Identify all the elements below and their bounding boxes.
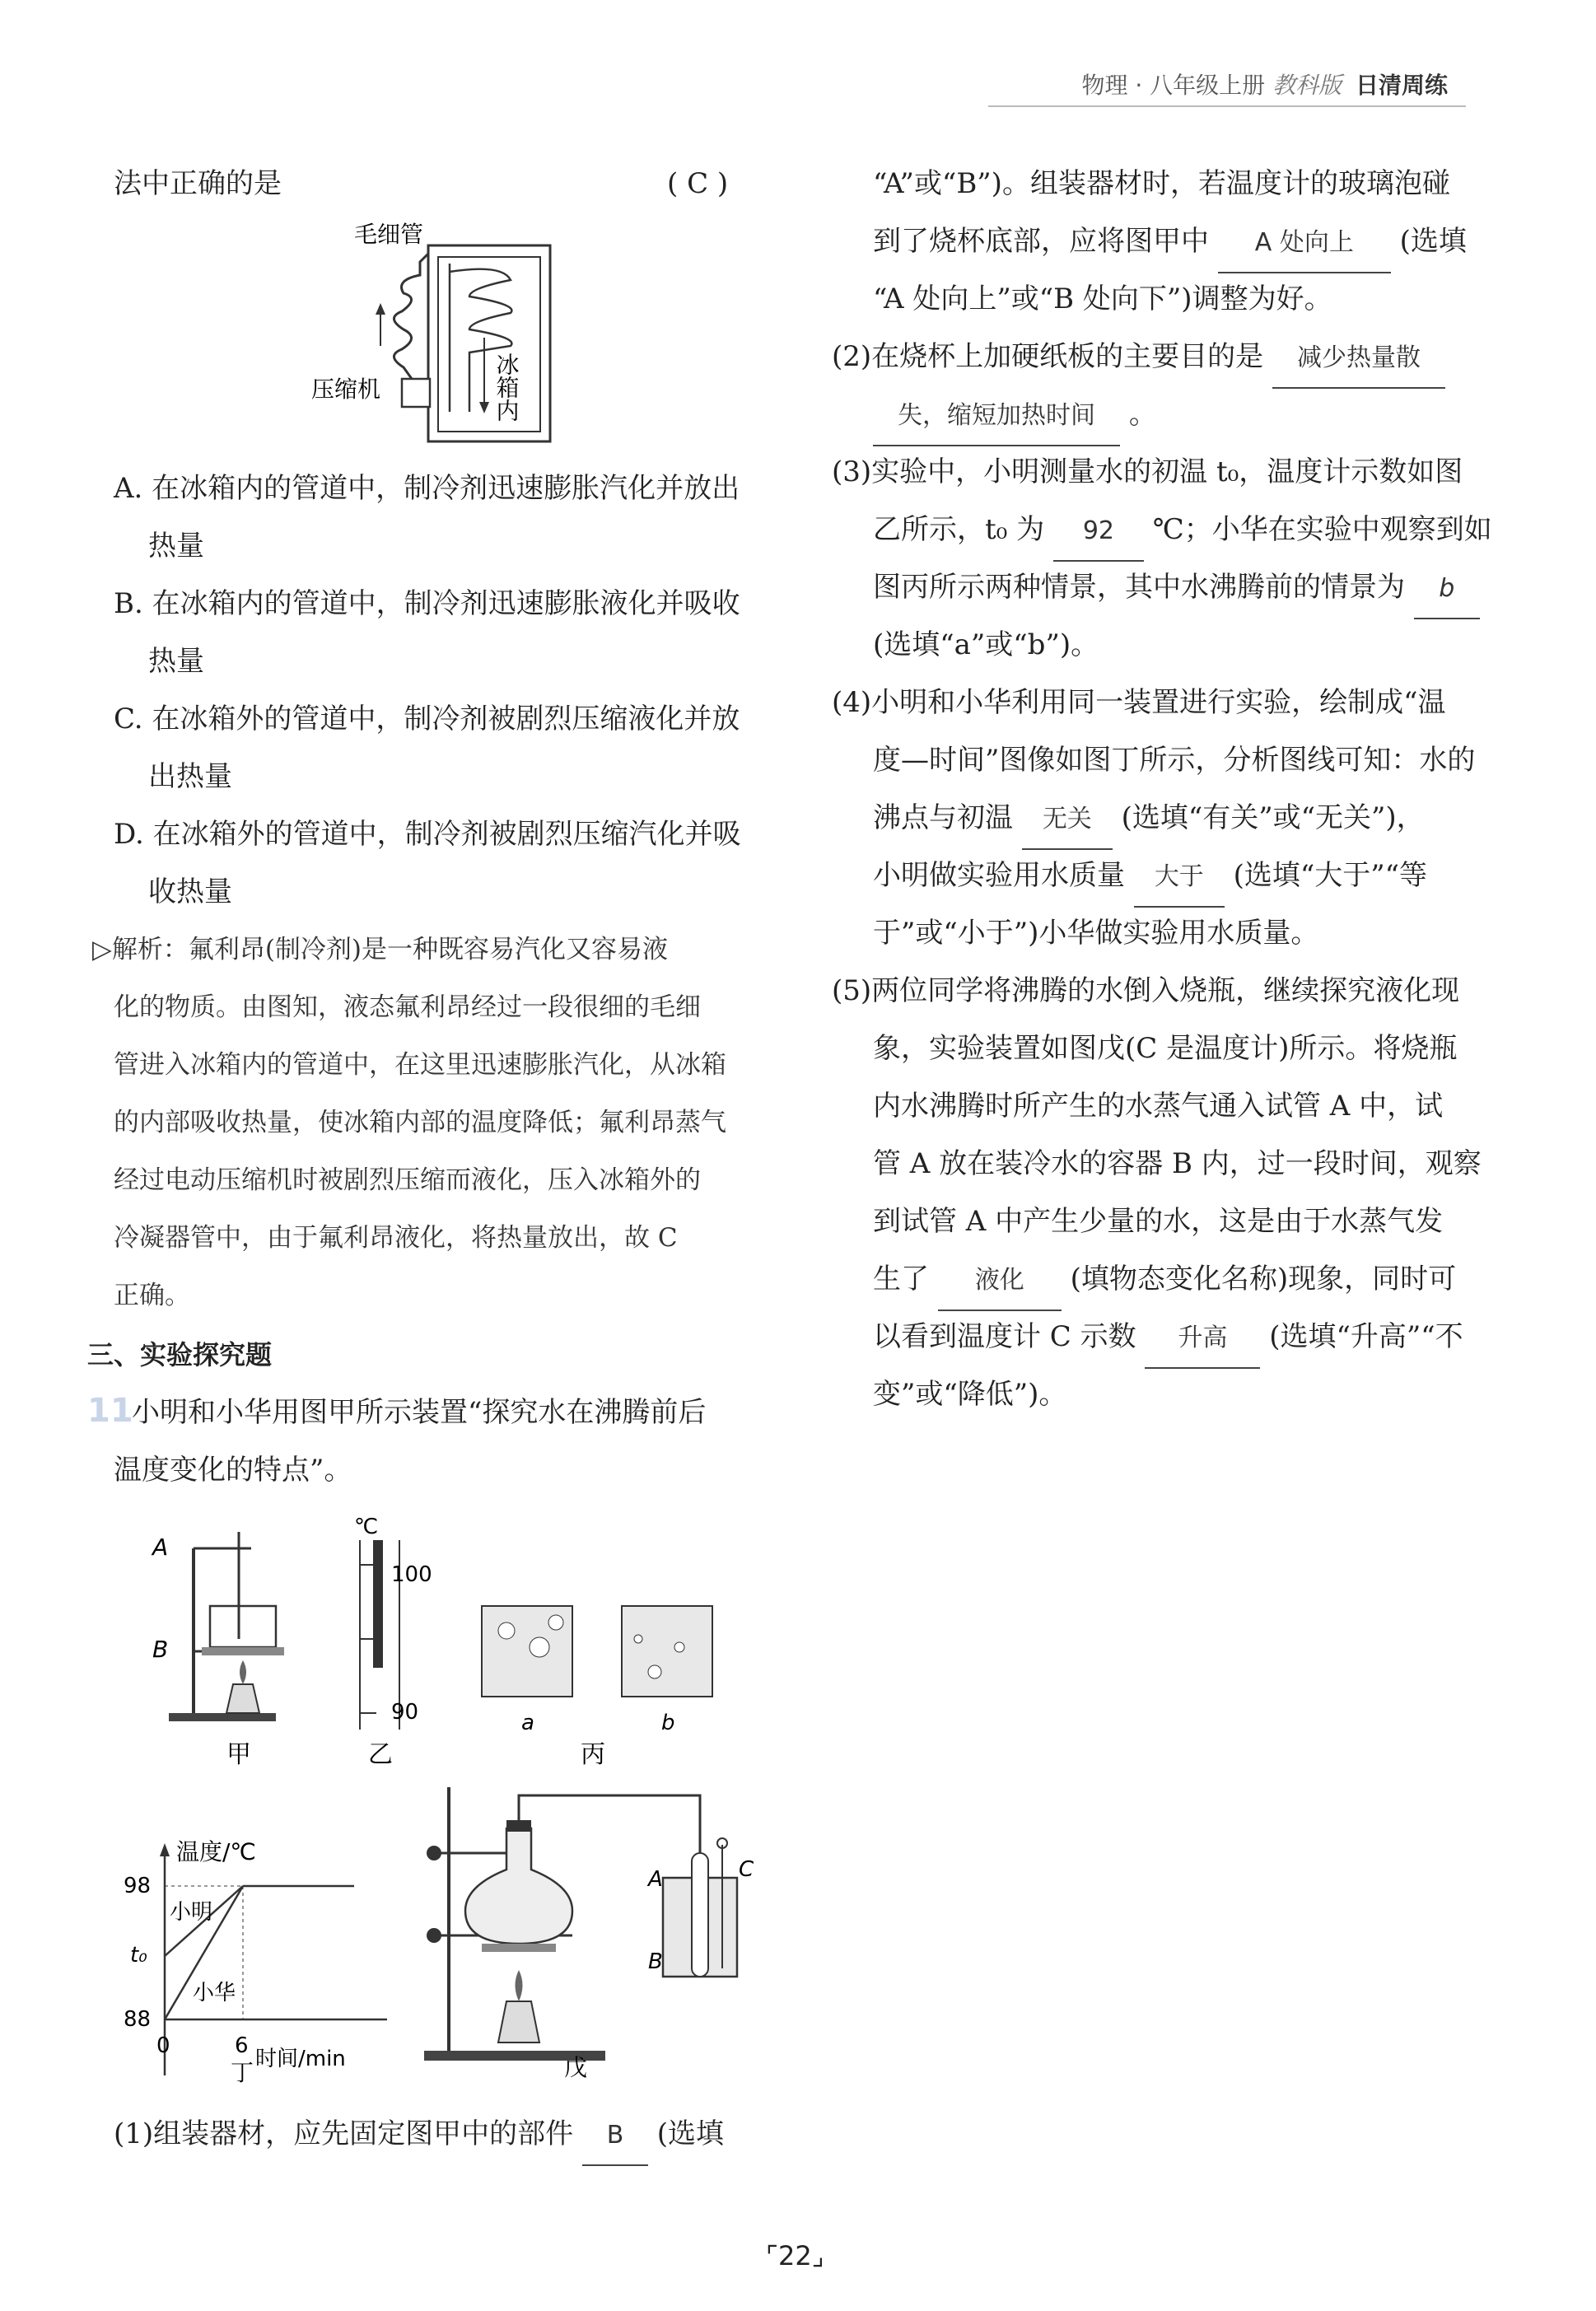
part3-line2 xyxy=(873,501,1492,562)
label-bing: 丙 xyxy=(581,1740,605,1769)
part5-line1: (5)两位同学将沸腾的水倒入烧瓶，继续探究液化现 xyxy=(832,974,1460,1007)
part5-line6-text: 生了 xyxy=(873,1263,929,1296)
part2-line2 xyxy=(873,385,1157,446)
label-fb: B xyxy=(648,1949,663,1974)
flask-stopper xyxy=(506,1820,531,1832)
mercury-column xyxy=(373,1540,383,1668)
option-a-line1: A. 在冰箱内的管道中，制冷剂迅速膨胀汽化并放出 xyxy=(114,472,740,505)
beaker-b xyxy=(622,1606,712,1697)
part5-line8: 变”或“降低”)。 xyxy=(873,1378,1067,1411)
figure-jia-yi-bing xyxy=(144,1515,754,1787)
figure-ding-graph xyxy=(107,1820,387,2084)
fridge-inner-box xyxy=(438,257,540,432)
label-small-a: a xyxy=(521,1711,534,1735)
figure-bing xyxy=(482,1606,712,1769)
header-brand: 日清周练 xyxy=(1355,72,1448,99)
analysis-line7: 正确。 xyxy=(114,1281,190,1310)
y-axis-arrow xyxy=(160,1843,170,1856)
part5-line2: 象，实验装置如图戊(C 是温度计)所示。将烧瓶 xyxy=(873,1032,1458,1065)
option-b-line1: B. 在冰箱内的管道中，制冷剂迅速膨胀液化并吸收 xyxy=(114,587,740,620)
r-line2-suffix: (选填 xyxy=(1399,225,1467,258)
question-tail: 法中正确的是 xyxy=(114,167,282,200)
part5-line3: 内水沸腾时所产生的水蒸气通入试管 A 中，试 xyxy=(873,1090,1444,1123)
analysis-line5: 经过电动压缩机时被剧烈压缩而液化，压入冰箱外的 xyxy=(114,1165,701,1195)
label-ding: 丁 xyxy=(231,2059,254,2084)
part1-line xyxy=(114,2105,724,2166)
part5-line7 xyxy=(873,1308,1463,1369)
part2-answer2: 失，缩短加热时间 xyxy=(873,387,1120,446)
bubble-a3 xyxy=(548,1615,563,1630)
flask xyxy=(465,1828,572,1944)
analysis-line2: 化的物质。由图知，液态氟利昂经过一段很细的毛细 xyxy=(114,992,701,1022)
wu-gauze xyxy=(482,1944,556,1952)
part4-line3 xyxy=(873,789,1425,850)
flame xyxy=(240,1660,246,1684)
page-number: ⌜22⌟ xyxy=(766,2240,824,2271)
figure-jia xyxy=(151,1532,284,1769)
option-c-line1: C. 在冰箱外的管道中，制冷剂被剧烈压缩液化并放 xyxy=(114,703,740,735)
option-b-line2: 热量 xyxy=(148,645,204,678)
wu-flame xyxy=(516,1970,523,2001)
label-inside: 冰箱内 xyxy=(492,352,520,422)
figure-yi xyxy=(354,1515,432,1769)
bubble-b3 xyxy=(634,1635,642,1643)
label-unit: ℃ xyxy=(354,1515,379,1539)
part3-line1: (3)实验中，小明测量水的初温 t₀，温度计示数如图 xyxy=(832,455,1463,488)
header-rule xyxy=(988,105,1466,107)
r-line1: “A”或“B”)。组装器材时，若温度计的玻璃泡碰 xyxy=(873,167,1450,200)
label-jia: 甲 xyxy=(226,1740,251,1769)
label-yi: 乙 xyxy=(368,1740,393,1769)
part4-line2: 度—时间”图像如图丁所示，分析图线可知：水的 xyxy=(873,744,1476,777)
part2-answer1: 减少热量散 xyxy=(1272,329,1445,389)
question-number: 11 xyxy=(87,1392,133,1430)
label-fc: C xyxy=(739,1857,754,1882)
part5-line6-suffix: (填物态变化名称)现象，同时可 xyxy=(1070,1263,1457,1296)
part1-suffix: (选填 xyxy=(656,2117,725,2150)
q11-line2: 温度变化的特点”。 xyxy=(114,1454,352,1487)
fridge-diagram xyxy=(305,214,576,453)
wu-alcohol-lamp xyxy=(498,2001,539,2043)
label-xiaohua: 小华 xyxy=(193,1981,236,2005)
condenser-pipe xyxy=(394,254,428,379)
tick-98: 98 xyxy=(124,1874,152,1898)
analysis-line3: 管进入冰箱内的管道中，在这里迅速膨胀汽化，从冰箱 xyxy=(114,1050,726,1080)
tick-88: 88 xyxy=(124,2007,152,2032)
r-line3: “A 处向上”或“B 处向下”)调整为好。 xyxy=(873,282,1332,315)
page-header xyxy=(1081,68,1448,100)
bubble-a1 xyxy=(498,1622,515,1639)
test-tube-a xyxy=(692,1853,708,1977)
q11-line1: 小明和小华用图甲所示装置“探究水在沸腾前后 xyxy=(132,1396,707,1429)
part3-line3-text: 图丙所示两种情景，其中水沸腾前的情景为 xyxy=(873,571,1405,604)
analysis-line4: 的内部吸收热量，使冰箱内部的温度降低；氟利昂蒸气 xyxy=(114,1108,726,1137)
part5-line4: 管 A 放在装冷水的容器 B 内，过一段时间，观察 xyxy=(873,1147,1482,1180)
analysis-line6: 冷凝器管中，由于氟利昂液化，将热量放出，故 C xyxy=(114,1223,678,1253)
option-d-line1: D. 在冰箱外的管道中，制冷剂被剧烈压缩汽化并吸 xyxy=(114,818,741,851)
fridge-outer-box xyxy=(428,245,550,441)
part1-answer: B xyxy=(582,2107,648,2166)
part3-line4: (选填“a”或“b”)。 xyxy=(873,628,1099,661)
part3-line2-suffix: ℃；小华在实验中观察到如 xyxy=(1152,513,1492,546)
r-line2-answer: A 处向上 xyxy=(1218,214,1391,273)
part5-answer2: 升高 xyxy=(1145,1310,1260,1369)
analysis-line1: ▷解析：氟利昂(制冷剂)是一种既容易汽化又容易液 xyxy=(92,935,669,964)
bubble-b2 xyxy=(674,1642,684,1652)
part5-line6 xyxy=(873,1250,1456,1311)
part4-line5: 于”或“小于”)小华做实验用水质量。 xyxy=(873,917,1319,950)
label-compressor: 压缩机 xyxy=(311,376,381,403)
bubble-b1 xyxy=(648,1665,661,1678)
part3-answer1: 92 xyxy=(1053,502,1144,562)
label-wu: 戊 xyxy=(564,2054,588,2081)
part5-line7-suffix: (选填“升高”“不 xyxy=(1269,1320,1463,1353)
part4-line4 xyxy=(873,847,1427,908)
part2-line1 xyxy=(832,328,1445,389)
tick-t0: t₀ xyxy=(130,1943,147,1968)
header-edition: 教科版 xyxy=(1272,72,1342,99)
compressor-box xyxy=(402,379,430,407)
question-answer: ( C ) xyxy=(667,167,729,200)
part4-line4-text: 小明做实验用水质量 xyxy=(873,859,1125,892)
part4-line1: (4)小明和小华利用同一装置进行实验，绘制成“温 xyxy=(832,686,1446,719)
beaker-jia xyxy=(210,1606,276,1647)
part4-line3-text: 沸点与初温 xyxy=(873,801,1013,834)
label-90: 90 xyxy=(391,1700,419,1725)
up-arrowhead xyxy=(376,303,385,315)
figure-wu xyxy=(416,1779,762,2084)
part4-line4-suffix: (选填“大于”“等 xyxy=(1233,859,1428,892)
gauze xyxy=(202,1647,284,1655)
part3-line3 xyxy=(873,558,1480,619)
part4-answer1: 无关 xyxy=(1022,791,1113,850)
part5-line5: 到试管 A 中产生少量的水，这是由于水蒸气发 xyxy=(873,1205,1444,1238)
label-small-b: b xyxy=(661,1711,675,1735)
label-xiaoming: 小明 xyxy=(170,1900,213,1925)
page-number-value: 22 xyxy=(778,2240,812,2271)
alcohol-lamp xyxy=(226,1684,259,1713)
bubble-a2 xyxy=(530,1637,549,1657)
part5-answer1: 液化 xyxy=(938,1252,1062,1311)
part3-line2-text: 乙所示，t₀ 为 xyxy=(873,513,1045,546)
part5-line7-text: 以看到温度计 C 示数 xyxy=(873,1320,1136,1353)
label-b: B xyxy=(152,1636,169,1663)
part2-suffix: 。 xyxy=(1128,398,1157,431)
option-d-line2: 收热量 xyxy=(148,875,232,908)
section-title: 三、实验探究题 xyxy=(87,1339,273,1370)
r-line2 xyxy=(873,212,1467,273)
label-capillary: 毛细管 xyxy=(354,221,424,248)
label-100: 100 xyxy=(391,1562,432,1587)
option-c-line2: 出热量 xyxy=(148,760,232,793)
header-subject: 物理 · 八年级上册 xyxy=(1081,72,1266,99)
r-line2-text: 到了烧杯底部，应将图甲中 xyxy=(873,225,1209,258)
option-a-line2: 热量 xyxy=(148,530,204,563)
part3-answer2: b xyxy=(1414,560,1480,619)
label-a: A xyxy=(152,1534,169,1561)
part4-line3-suffix: (选填“有关”或“无关”)， xyxy=(1121,801,1425,834)
y-axis-label: 温度/℃ xyxy=(176,1838,256,1865)
down-arrowhead xyxy=(479,402,489,413)
stand-base xyxy=(169,1713,276,1721)
label-fa: A xyxy=(648,1867,663,1892)
tick-x0: 0 xyxy=(156,2033,170,2058)
part2-text: (2)在烧杯上加硬纸板的主要目的是 xyxy=(832,340,1264,373)
tick-x6: 6 xyxy=(235,2033,249,2058)
part1-text: (1)组装器材，应先固定图甲中的部件 xyxy=(114,2117,574,2150)
x-axis-label: 时间/min xyxy=(255,2047,346,2071)
part4-answer2: 大于 xyxy=(1134,848,1225,908)
